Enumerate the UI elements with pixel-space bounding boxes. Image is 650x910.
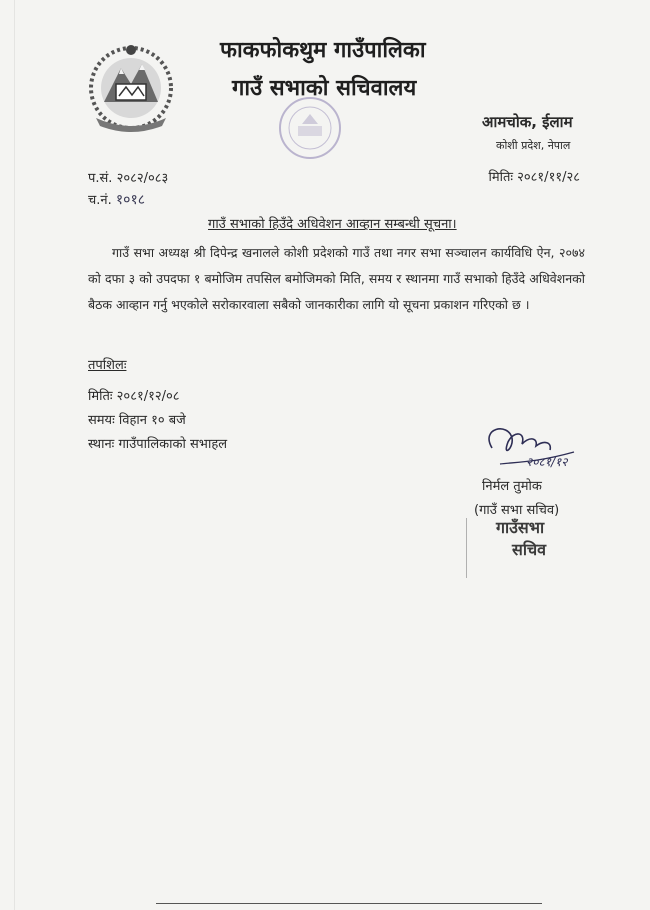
address-municipality: आमचोक, ईलाम bbox=[482, 113, 573, 131]
reference-number: प.सं. २०८२/०८३ bbox=[88, 171, 169, 186]
nepal-emblem-icon bbox=[86, 40, 176, 132]
dispatch-value: १०१८ bbox=[115, 192, 146, 208]
details-heading: तपशिलः bbox=[88, 358, 127, 373]
office-title: गाउँ सभाको सचिवालय bbox=[232, 76, 417, 101]
stamp-line-2: सचिव bbox=[512, 540, 547, 559]
dispatch-number bbox=[88, 190, 145, 209]
issue-date: मितिः २०८१/११/२८ bbox=[488, 170, 580, 185]
page-edge bbox=[14, 0, 15, 910]
signature-date: २०८१/१२ bbox=[526, 455, 568, 469]
handwritten-signature bbox=[478, 418, 588, 474]
session-time: समयः विहान १० बजे bbox=[88, 413, 186, 428]
notice-body: गाउँ सभा अध्यक्ष श्री दिपेन्द्र खनालले कोशी प्रदेशको गाउँ तथा नगर सभा सञ्चालन कार्यविधि ऐन, २०७४ को दफा ३ को उपदफा १ बमोजिम तपसिल बमोजिमको मिति, समय र स्थानमा गाउँ सभाको हिउँदे अधिवेशनको बैठक आव्हान गर्नु भएकोले सरोकारवाला सबैको जानकारीका लागि यो सूचना प्रकाशन गरिएको छ । bbox=[88, 245, 585, 312]
footer-rule bbox=[156, 903, 542, 904]
address-province: कोशी प्रदेश, नेपाल bbox=[496, 139, 571, 152]
signer-title: (गाउँ सभा सचिव) bbox=[474, 503, 560, 518]
session-date: मितिः २०८१/१२/०८ bbox=[88, 389, 180, 404]
stamp-border bbox=[466, 518, 467, 578]
notice-subject: गाउँ सभाको हिउँदे अधिवेशन आव्हान सम्बन्धी सूचना। bbox=[208, 217, 457, 232]
stamp-line-1: गाउँसभा bbox=[496, 518, 545, 537]
org-title: फाकफोकथुम गाउँपालिका bbox=[220, 38, 426, 63]
office-seal bbox=[264, 94, 354, 160]
signer-name: निर्मल तुमोक bbox=[482, 479, 542, 494]
dispatch-label: च.नं. bbox=[88, 193, 112, 208]
session-venue: स्थानः गाउँपालिकाको सभाहल bbox=[88, 437, 228, 452]
